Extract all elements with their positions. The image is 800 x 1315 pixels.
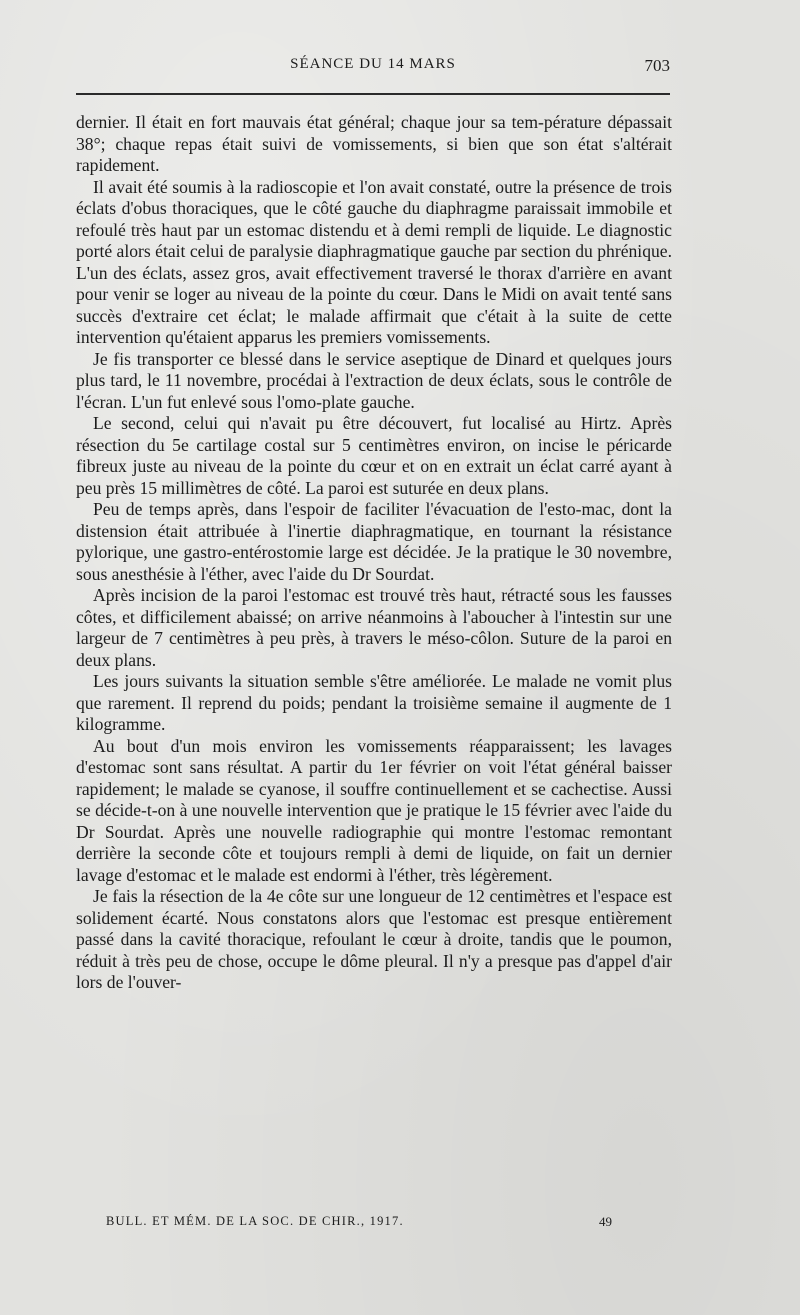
paragraph: Je fis transporter ce blessé dans le service aseptique de Dinard et quelques jours plus tard, le 11 novembre, procédai à l'extraction de deux éclats, sous le contrôle de l'écran. L'un fut enlevé sous l'omo-plate gauche.: [76, 348, 672, 412]
paragraph: Il avait été soumis à la radioscopie et l'on avait constaté, outre la présence de trois éclats d'obus thoraciques, que le côté gauche du diaphragme paraissait immobile et refoulé très haut par un estomac distendu et à demi rempli de liquide. Le diagnostic porté alors était celui de paralysie diaphragmatique gauche par section du phrénique. L'un des éclats, assez gros, avait effectivement traversé le thorax d'arrière en avant pour venir se loger au niveau de la pointe du cœur. Dans le Midi on avait tenté sans succès d'extraire cet éclat; le malade affirmait que c'était à la suite de cette intervention qu'étaient apparus les premiers vomissements.: [76, 176, 672, 347]
page-header: [76, 56, 670, 82]
running-head: SÉANCE DU 14 MARS: [290, 56, 456, 72]
paragraph: Au bout d'un mois environ les vomissements réapparaissent; les lavages d'estomac sont sans résultat. A partir du 1er février on voit l'état général baisser rapidement; le malade se cyanose, il souffre continuellement et se cachectise. Aussi se décide-t-on à une nouvelle intervention que je pratique le 15 février avec l'aide du Dr Sourdat. Après une nouvelle radiographie qui montre l'estomac remontant derrière la seconde côte et toujours rempli à demi de liquide, on fait un dernier lavage d'estomac et le malade est endormi à l'éther, très légèrement.: [76, 735, 672, 885]
page-footer: [106, 1214, 612, 1234]
page-number: 703: [644, 56, 670, 75]
paragraph: Les jours suivants la situation semble s'être améliorée. Le malade ne vomit plus que rarement. Il reprend du poids; pendant la troisième semaine il augmente de 1 kilogramme.: [76, 671, 672, 734]
header-rule: [76, 93, 670, 95]
footer-signature: 49: [599, 1214, 612, 1229]
footer-citation: BULL. ET MÉM. DE LA SOC. DE CHIR., 1917.: [106, 1214, 404, 1228]
paragraph: Après incision de la paroi l'estomac est trouvé très haut, rétracté sous les fausses côtes, et difficilement abaissé; on arrive néanmoins à l'aboucher à l'intestin sur une largeur de 7 centimètres à peu près, à travers le méso-côlon. Suture de la paroi en deux plans.: [76, 585, 672, 670]
paragraph: Peu de temps après, dans l'espoir de faciliter l'évacuation de l'esto-mac, dont la distension était attribuée à l'inertie diaphragmatique, en tournant la résistance pylorique, une gastro-entérostomie large est décidée. Je la pratique le 30 novembre, sous anesthésie à l'éther, avec l'aide du Dr Sourdat.: [76, 499, 672, 584]
paragraph: dernier. Il était en fort mauvais état général; chaque jour sa tem-pérature dépassait 38°; chaque repas était suivi de vomissements, si bien que son état s'altérait rapidement.: [76, 112, 672, 175]
paragraph: Je fais la résection de la 4e côte sur une longueur de 12 centimètres et l'espace est solidement écarté. Nous constatons alors que l'estomac est presque entièrement passé dans la cavité thoracique, refoulant le cœur à droite, tandis que le poumon, réduit à très peu de chose, occupe le dôme pleural. Il n'y a presque pas d'appel d'air lors de l'ouver-: [76, 886, 672, 992]
paragraph: Le second, celui qui n'avait pu être découvert, fut localisé au Hirtz. Après résection du 5e cartilage costal sur 5 centimètres environ, on incise le péricarde fibreux juste au niveau de la pointe du cœur et on en extrait un éclat carré ayant à peu près 15 millimètres de côté. La paroi est suturée en deux plans.: [76, 413, 672, 498]
article-body: [76, 112, 672, 994]
